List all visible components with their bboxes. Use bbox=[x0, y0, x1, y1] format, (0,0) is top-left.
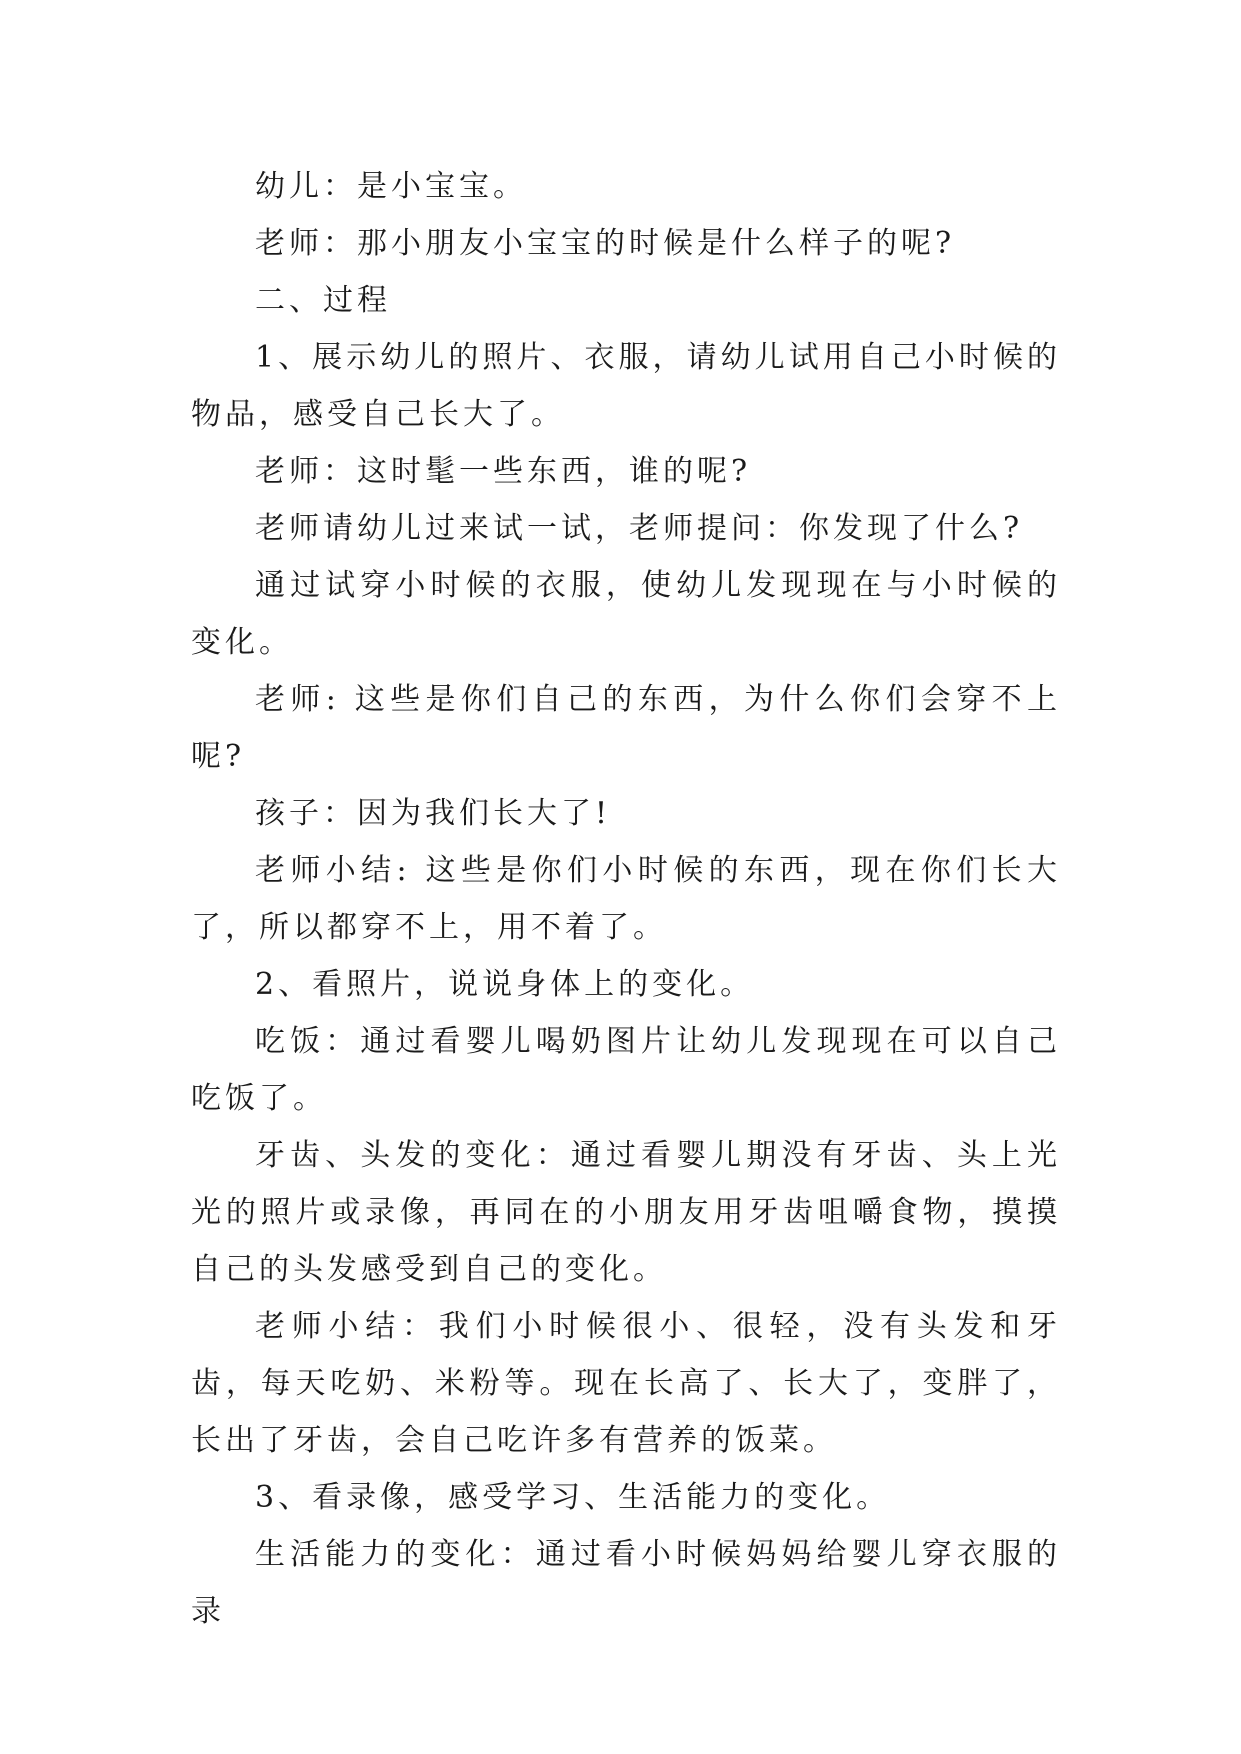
paragraph-eating: 吃饭：通过看婴儿喝奶图片让幼儿发现现在可以自己吃饭了。 bbox=[191, 1024, 1061, 1116]
paragraph-step-2: 2、看照片，说说身体上的变化。 bbox=[255, 967, 755, 1002]
section-heading-process: 二、过程 bbox=[255, 283, 391, 318]
paragraph-step-1: 1、展示幼儿的照片、衣服，请幼儿试用自己小时候的物品，感受自己长大了。 bbox=[191, 340, 1061, 432]
paragraph-step-3: 3、看录像，感受学习、生活能力的变化。 bbox=[255, 1480, 891, 1515]
paragraph-child-reply: 孩子：因为我们长大了! bbox=[255, 796, 612, 831]
paragraph-life-skills: 生活能力的变化：通过看小时候妈妈给婴儿穿衣服的录 bbox=[191, 1537, 1061, 1629]
paragraph-child-answer: 幼儿：是小宝宝。 bbox=[255, 169, 527, 204]
paragraph-teacher-ask-owner: 老师：这时髦一些东西，谁的呢? bbox=[255, 454, 752, 489]
paragraph-teacher-invite: 老师请幼儿过来试一试，老师提问：你发现了什么? bbox=[255, 511, 1024, 546]
document-body bbox=[191, 158, 1061, 1640]
paragraph-teacher-why: 老师: 这些是你们自己的东西，为什么你们会穿不上呢? bbox=[191, 682, 1061, 774]
paragraph-teeth-hair: 牙齿、头发的变化：通过看婴儿期没有牙齿、头上光光的照片或录像，再同在的小朋友用牙齿咀嚼食物，摸摸自己的头发感受到自己的变化。 bbox=[191, 1138, 1061, 1287]
paragraph-teacher-summary-1: 老师小结: 这些是你们小时候的东西，现在你们长大了，所以都穿不上，用不着了。 bbox=[191, 853, 1061, 945]
paragraph-try-clothes: 通过试穿小时候的衣服，使幼儿发现现在与小时候的变化。 bbox=[191, 568, 1061, 660]
paragraph-teacher-summary-2: 老师小结：我们小时候很小、很轻，没有头发和牙齿，每天吃奶、米粉等。现在长高了、长大了，变胖了，长出了牙齿，会自己吃许多有营养的饭菜。 bbox=[191, 1309, 1061, 1458]
paragraph-teacher-question: 老师：那小朋友小宝宝的时候是什么样子的呢? bbox=[255, 226, 956, 261]
